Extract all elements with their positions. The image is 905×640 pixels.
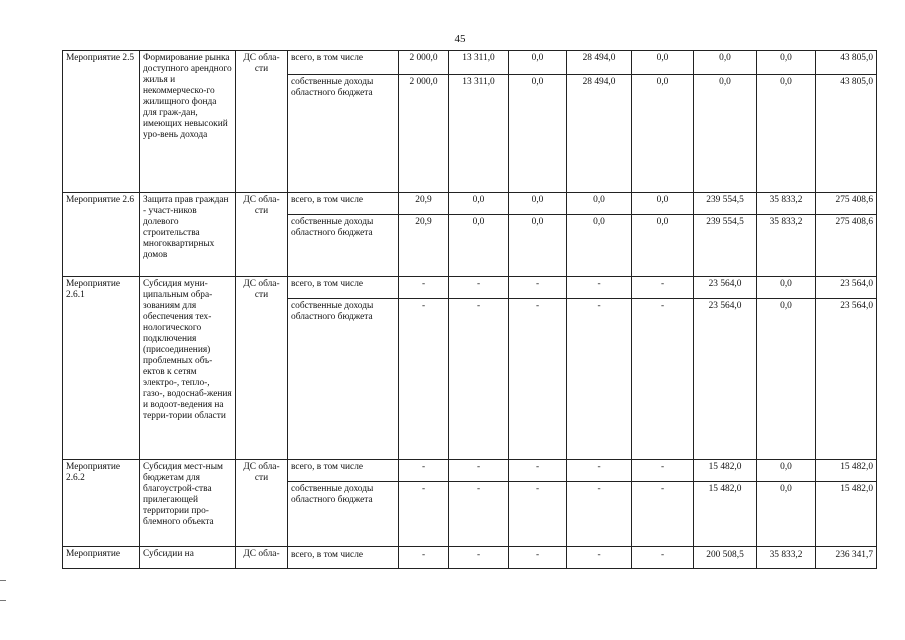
value-cell: 15 482,0: [694, 482, 757, 547]
scan-mark: [0, 580, 6, 581]
funding-source: собственные доходы областного бюджета: [288, 299, 399, 460]
value-cell: 35 833,2: [757, 193, 816, 215]
event-name: Субсидия муни-ципальным обра-зованиям для обеспечения тех-нологического подключения (присоединения) проблемных объ-ектов к сетям электро-, тепло-, газо-, водоснаб-жения и водоот-ведения на терри-тории области: [140, 277, 236, 460]
value-cell: 15 482,0: [694, 460, 757, 482]
value-cell: -: [399, 277, 449, 299]
value-cell: 23 564,0: [694, 299, 757, 460]
total-cell: 236 341,7: [816, 547, 877, 569]
table-row: [63, 193, 877, 215]
funding-source: всего, в том числе: [288, 277, 399, 299]
value-cell: -: [567, 460, 632, 482]
value-cell: -: [632, 460, 694, 482]
value-cell: -: [567, 277, 632, 299]
event-code: Мероприятие 2.6.2: [63, 460, 140, 547]
total-cell: 43 805,0: [816, 75, 877, 193]
value-cell: -: [449, 460, 509, 482]
scan-mark: [0, 600, 6, 601]
value-cell: 0,0: [757, 75, 816, 193]
value-cell: -: [509, 547, 567, 569]
value-cell: 0,0: [757, 51, 816, 75]
value-cell: 239 554,5: [694, 193, 757, 215]
funding-source: всего, в том числе: [288, 51, 399, 75]
table-row: [63, 547, 877, 569]
value-cell: 13 311,0: [449, 75, 509, 193]
event-name: Субсидии на: [140, 547, 236, 569]
event-code: Мероприятие 2.5: [63, 51, 140, 193]
total-cell: 43 805,0: [816, 51, 877, 75]
value-cell: -: [449, 547, 509, 569]
value-cell: -: [567, 299, 632, 460]
value-cell: 0,0: [449, 215, 509, 277]
value-cell: 0,0: [757, 482, 816, 547]
funding-source: собственные доходы областного бюджета: [288, 482, 399, 547]
value-cell: -: [632, 547, 694, 569]
value-cell: 28 494,0: [567, 51, 632, 75]
value-cell: -: [632, 299, 694, 460]
value-cell: 0,0: [509, 193, 567, 215]
value-cell: -: [509, 277, 567, 299]
total-cell: 23 564,0: [816, 277, 877, 299]
funding-source: всего, в том числе: [288, 547, 399, 569]
value-cell: 0,0: [509, 75, 567, 193]
value-cell: -: [509, 482, 567, 547]
total-cell: 15 482,0: [816, 460, 877, 482]
event-code: Мероприятие: [63, 547, 140, 569]
event-name: Формирование рынка доступного арендного жилья и некоммерческо-го жилищного фонда для граж-дан, имеющих невысокий уро-вень дохода: [140, 51, 236, 193]
funding-source: всего, в том числе: [288, 460, 399, 482]
total-cell: 23 564,0: [816, 299, 877, 460]
value-cell: 0,0: [632, 215, 694, 277]
value-cell: 0,0: [632, 193, 694, 215]
total-cell: 275 408,6: [816, 215, 877, 277]
value-cell: 0,0: [509, 51, 567, 75]
value-cell: 0,0: [757, 460, 816, 482]
table-row: [63, 277, 877, 299]
value-cell: 0,0: [757, 277, 816, 299]
value-cell: 35 833,2: [757, 215, 816, 277]
value-cell: -: [509, 460, 567, 482]
value-cell: -: [567, 482, 632, 547]
value-cell: 0,0: [632, 51, 694, 75]
value-cell: 20,9: [399, 215, 449, 277]
budget-table: [62, 50, 877, 569]
value-cell: 0,0: [694, 51, 757, 75]
value-cell: -: [567, 547, 632, 569]
page-number: 45: [454, 33, 466, 45]
event-executor: ДС обла-: [236, 547, 288, 569]
event-executor: ДС обла-сти: [236, 51, 288, 193]
value-cell: 0,0: [567, 215, 632, 277]
value-cell: 20,9: [399, 193, 449, 215]
value-cell: 0,0: [449, 193, 509, 215]
value-cell: 23 564,0: [694, 277, 757, 299]
value-cell: 28 494,0: [567, 75, 632, 193]
value-cell: -: [632, 482, 694, 547]
funding-source: собственные доходы областного бюджета: [288, 215, 399, 277]
value-cell: 0,0: [567, 193, 632, 215]
value-cell: -: [632, 277, 694, 299]
value-cell: -: [399, 299, 449, 460]
event-executor: ДС обла-сти: [236, 193, 288, 277]
event-code: Мероприятие 2.6: [63, 193, 140, 277]
value-cell: 0,0: [694, 75, 757, 193]
value-cell: 2 000,0: [399, 51, 449, 75]
funding-source: собственные доходы областного бюджета: [288, 75, 399, 193]
value-cell: -: [449, 482, 509, 547]
total-cell: 275 408,6: [816, 193, 877, 215]
event-name: Субсидия мест-ным бюджетам для благоустрой-ства прилегающей территории про-блемного объекта: [140, 460, 236, 547]
value-cell: -: [449, 299, 509, 460]
event-executor: ДС обла-сти: [236, 277, 288, 460]
event-name: Защита прав граждан - участ-ников долевого строительства многоквартирных домов: [140, 193, 236, 277]
table-row: [63, 460, 877, 482]
value-cell: 239 554,5: [694, 215, 757, 277]
event-executor: ДС обла-сти: [236, 460, 288, 547]
value-cell: 0,0: [757, 299, 816, 460]
value-cell: -: [399, 460, 449, 482]
value-cell: 200 508,5: [694, 547, 757, 569]
value-cell: 0,0: [509, 215, 567, 277]
value-cell: -: [399, 482, 449, 547]
value-cell: 0,0: [632, 75, 694, 193]
value-cell: -: [399, 547, 449, 569]
table-row: [63, 51, 877, 75]
event-code: Мероприятие 2.6.1: [63, 277, 140, 460]
value-cell: -: [509, 299, 567, 460]
funding-source: всего, в том числе: [288, 193, 399, 215]
value-cell: 2 000,0: [399, 75, 449, 193]
value-cell: 35 833,2: [757, 547, 816, 569]
value-cell: -: [449, 277, 509, 299]
total-cell: 15 482,0: [816, 482, 877, 547]
value-cell: 13 311,0: [449, 51, 509, 75]
